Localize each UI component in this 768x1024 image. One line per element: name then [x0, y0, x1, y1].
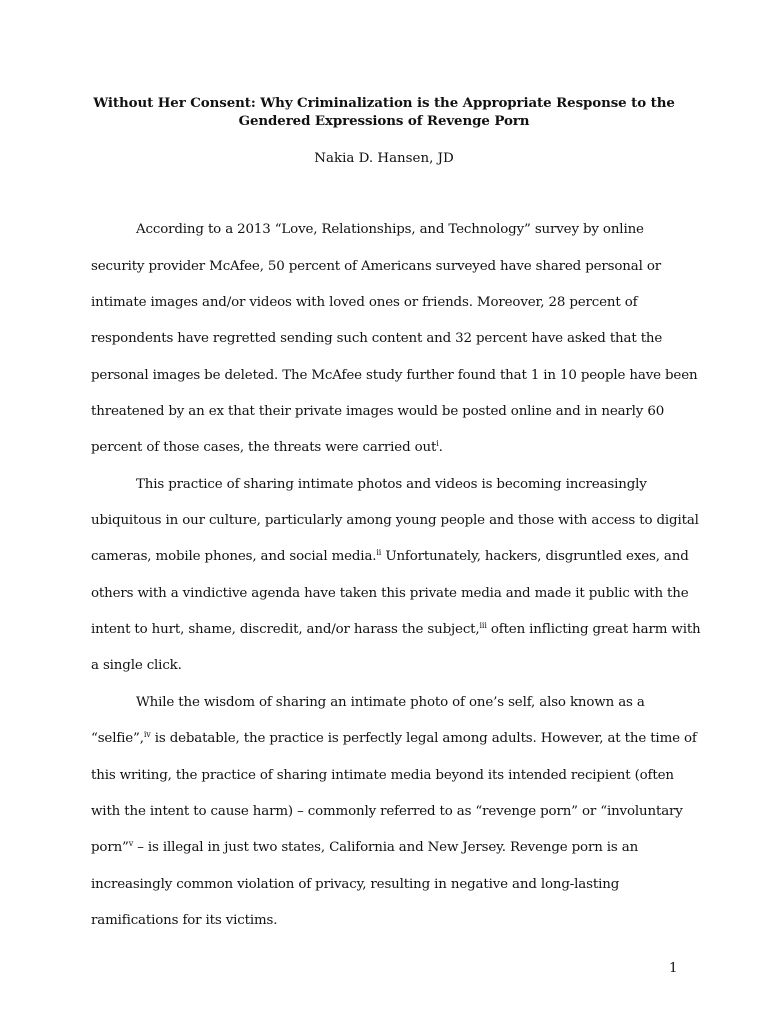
paragraph-2-line-6: a single click.	[91, 658, 182, 673]
paragraph-3-line-5	[91, 839, 638, 857]
paragraph-2-line-1: This practice of sharing intimate photos and videos is becoming increasingly	[136, 477, 647, 492]
paragraph-1-line-3: intimate images and/or videos with loved ones or friends. Moreover, 28 percent of	[91, 295, 638, 310]
paragraph-3-line-4: with the intent to cause harm) – commonly referred to as “revenge porn” or “involuntary	[91, 804, 683, 819]
author-name: Nakia D. Hansen, JD	[314, 151, 454, 166]
paragraph-1-line-1: According to a 2013 “Love, Relationships, and Technology” survey by online	[136, 222, 644, 237]
text-run: porn”	[91, 840, 129, 855]
paragraph-1-line-6: threatened by an ex that their private images would be posted online and in nearly 60	[91, 404, 665, 419]
text-run: intent to hurt, shame, discredit, and/or harass the subject,	[91, 622, 480, 637]
paragraph-1-line-4: respondents have regretted sending such content and 32 percent have asked that the	[91, 331, 663, 346]
text-run: often inflicting great harm with	[486, 622, 701, 637]
paragraph-1-line-2: security provider McAfee, 50 percent of Americans surveyed have shared personal or	[91, 259, 662, 274]
title-line-1: Without Her Consent: Why Criminalization is the Appropriate Response to the	[93, 95, 675, 111]
footnote-marker-v[interactable]: v	[128, 839, 134, 848]
paragraph-2-line-2: ubiquitous in our culture, particularly among young people and those with access to digital	[91, 513, 699, 528]
paragraph-3-line-1: While the wisdom of sharing an intimate photo of one’s self, also known as a	[136, 695, 645, 710]
text-run: “selfie”,	[91, 731, 144, 746]
paragraph-1-line-5: personal images be deleted. The McAfee study further found that 1 in 10 people have been	[91, 368, 698, 383]
paragraph-2-line-3	[91, 548, 689, 566]
footnote-marker-iv[interactable]: iv	[143, 730, 151, 739]
text-run: is debatable, the practice is perfectly legal among adults. However, at the time of	[150, 731, 697, 746]
title-line-2: Gendered Expressions of Revenge Porn	[238, 113, 530, 129]
footnote-marker-ii[interactable]: ii	[376, 548, 382, 557]
paragraph-2-line-4: others with a vindictive agenda have taken this private media and made it public with the	[91, 586, 689, 601]
page-number: 1	[669, 961, 678, 976]
footnote-marker-iii[interactable]: iii	[479, 621, 487, 630]
paragraph-3-line-7: ramifications for its victims.	[91, 913, 278, 928]
paragraph-3-line-2	[91, 730, 697, 748]
paragraph-3-line-6: increasingly common violation of privacy, resulting in negative and long-lasting	[91, 877, 620, 892]
paragraph-1-line-7	[91, 439, 443, 457]
text-run: percent of those cases, the threats were carried out	[91, 440, 437, 455]
footnote-marker-i[interactable]: i	[436, 439, 439, 448]
document-title	[60, 94, 708, 130]
paragraph-3-line-3: this writing, the practice of sharing intimate media beyond its intended recipient (often	[91, 768, 674, 783]
text-run: .	[438, 440, 443, 455]
paragraph-2-line-5	[91, 621, 701, 639]
text-run: – is illegal in just two states, California and New Jersey. Revenge porn is an	[133, 840, 639, 855]
text-run: cameras, mobile phones, and social media.	[91, 549, 377, 564]
text-run: Unfortunately, hackers, disgruntled exes, and	[381, 549, 689, 564]
